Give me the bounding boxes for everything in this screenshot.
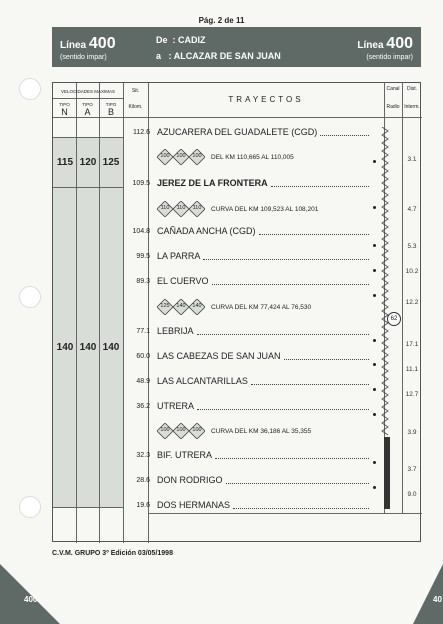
leader-dots	[226, 483, 369, 484]
curve-speed-sign	[173, 201, 189, 217]
leader-dots	[271, 186, 369, 187]
station-km: 28.6	[136, 477, 150, 484]
signal-dot	[373, 269, 376, 272]
signal-dot	[373, 388, 376, 391]
route-table	[52, 82, 421, 542]
curve-speed-value: 100	[160, 427, 170, 433]
intermediate-distance: 5.3	[407, 243, 417, 250]
leader-dots	[203, 259, 369, 260]
leader-dots	[197, 409, 369, 410]
curve-speed-sign	[157, 299, 173, 315]
leader-dots	[284, 359, 369, 360]
station-km: 104.8	[132, 228, 150, 235]
dist-label: Dist.	[407, 86, 417, 92]
line-right-sub: (sentido impar)	[366, 54, 413, 61]
leader-dots	[233, 508, 369, 509]
binder-hole	[19, 496, 41, 518]
leader-dots	[259, 234, 369, 235]
speed-header: VELOCIDADES MAXIMAS	[60, 89, 115, 94]
leader-dots	[320, 135, 369, 136]
station-km: 36.2	[136, 403, 150, 410]
canal-label: Canal	[386, 86, 400, 92]
station-km: 19.6	[136, 502, 150, 509]
curve-speed-sign	[173, 423, 189, 439]
curve-speed-sign	[157, 201, 173, 217]
line-left: Línea 400	[60, 35, 116, 52]
curve-speed-sign	[189, 201, 205, 217]
signal-dot	[373, 461, 376, 464]
line-left-sub: (sentido impar)	[60, 54, 107, 61]
intermediate-distance: 12.2	[405, 299, 419, 306]
station-name: DOS HERMANAS	[157, 500, 231, 510]
station-km: 48.9	[136, 378, 150, 385]
route-to: a : ALCAZAR DE SAN JUAN	[156, 51, 281, 61]
station-km: 77.1	[136, 328, 150, 335]
curve-speed-sign	[189, 149, 205, 165]
curve-speed-sign	[157, 149, 173, 165]
intermediate-distance: 17.1	[405, 341, 419, 348]
intermediate-distance: 4.7	[407, 206, 417, 213]
radio-label: Radio	[386, 104, 400, 110]
curve-speed-value: 140	[176, 303, 186, 309]
signal-dot	[373, 339, 376, 342]
intermediate-distance: 3.7	[407, 466, 417, 473]
sit-label: Sit.	[131, 88, 140, 94]
station-km: 32.3	[136, 452, 150, 459]
corner-tab-left	[0, 564, 60, 624]
station-name: EL CUERVO	[157, 276, 209, 286]
speed-n-1: 115	[56, 157, 74, 168]
intermediate-distance: 11.1	[405, 366, 419, 373]
curve-speed-value: 100	[192, 427, 202, 433]
route-header	[52, 27, 421, 67]
interm-label: Interm.	[404, 104, 420, 110]
tipo-label: TIPO	[105, 102, 117, 107]
leader-dots	[197, 334, 369, 335]
station-name: DON RODRIGO	[157, 475, 223, 485]
tipo-label: TIPO	[82, 102, 93, 107]
curve-speed-sign	[189, 299, 205, 315]
footer-edition: C.V.M. GRUPO 3º Edición 03/05/1998	[52, 550, 173, 557]
curve-speed-value: 100	[160, 153, 170, 159]
station-name: LA PARRA	[157, 251, 201, 261]
curve-speed-sign	[173, 299, 189, 315]
speed-n-2: 140	[56, 342, 74, 353]
curve-description: DEL KM 110,665 AL 110,005	[211, 154, 294, 161]
intermediate-distance: 12.7	[405, 391, 419, 398]
curve-speed-value: 100	[176, 153, 186, 159]
leader-dots	[251, 384, 369, 385]
type-a: A	[84, 107, 91, 117]
speed-b-1: 125	[102, 157, 120, 168]
station-km: 99.5	[136, 253, 150, 260]
type-n: N	[61, 107, 68, 117]
speed-a-2: 140	[79, 342, 97, 353]
curve-speed-value: 110	[192, 205, 202, 211]
km-label: Kilom.	[128, 104, 143, 110]
curve-description: CURVA DEL KM 77,424 AL 76,530	[211, 304, 312, 311]
speed-b-2: 140	[102, 342, 120, 353]
curve-speed-sign	[157, 423, 173, 439]
signal-dot	[373, 294, 376, 297]
station-name: BIF. UTRERA	[157, 450, 213, 460]
signal-dot	[373, 413, 376, 416]
page-number: Pág. 2 de 11	[198, 16, 245, 25]
intermediate-distance: 3.9	[407, 429, 417, 436]
intermediate-distance: 9.0	[407, 491, 417, 498]
intermediate-distance: 3.1	[407, 156, 417, 163]
signal-dot	[373, 244, 376, 247]
corner-number-left: 400	[24, 595, 38, 604]
intermediate-distance: 10.2	[405, 268, 419, 275]
line-right: Línea 400	[357, 35, 413, 52]
curve-description: CURVA DEL KM 109,523 AL 108,201	[211, 206, 319, 213]
signal-dot	[373, 160, 376, 163]
binder-hole	[19, 286, 41, 308]
station-name: UTRERA	[157, 401, 195, 411]
station-name: CAÑADA ANCHA (CGD)	[157, 226, 256, 236]
curve-speed-sign	[189, 423, 205, 439]
station-name: LAS ALCANTARILLAS	[157, 376, 248, 386]
station-km: 60.0	[136, 353, 150, 360]
route-from: De : CADIZ	[156, 35, 206, 45]
station-name: AZUCARERA DEL GUADALETE (CGD)	[157, 127, 318, 137]
curve-speed-value: 100	[176, 427, 186, 433]
curve-speed-value: 110	[160, 205, 170, 211]
signal-dot	[373, 206, 376, 209]
binder-hole	[19, 78, 41, 100]
curve-speed-value: 125	[160, 303, 170, 309]
type-b: B	[107, 107, 114, 117]
corner-tab-right	[413, 564, 443, 624]
signal-dot	[373, 486, 376, 489]
curve-speed-value: 100	[192, 153, 202, 159]
speed-a-1: 120	[79, 157, 97, 168]
leader-dots	[215, 458, 369, 459]
station-km: 112.6	[133, 129, 150, 136]
curve-speed-value: 140	[192, 303, 202, 309]
corner-number-right: 40	[433, 595, 442, 604]
trayectos-header: TRAYECTOS	[228, 95, 304, 104]
signal-dot	[373, 363, 376, 366]
radio-channel-badge: 62	[387, 312, 401, 326]
station-name: LEBRIJA	[157, 326, 194, 336]
station-name: LAS CABEZAS DE SAN JUAN	[157, 351, 281, 361]
station-km: 89.3	[136, 278, 150, 285]
curve-speed-value: 110	[176, 205, 186, 211]
station-name: JEREZ DE LA FRONTERA	[157, 178, 268, 188]
tipo-label: TIPO	[59, 102, 70, 107]
curve-description: CURVA DEL KM 36,186 AL 35,355	[211, 428, 312, 435]
leader-dots	[212, 284, 369, 285]
station-km: 109.5	[132, 180, 150, 187]
curve-speed-sign	[173, 149, 189, 165]
